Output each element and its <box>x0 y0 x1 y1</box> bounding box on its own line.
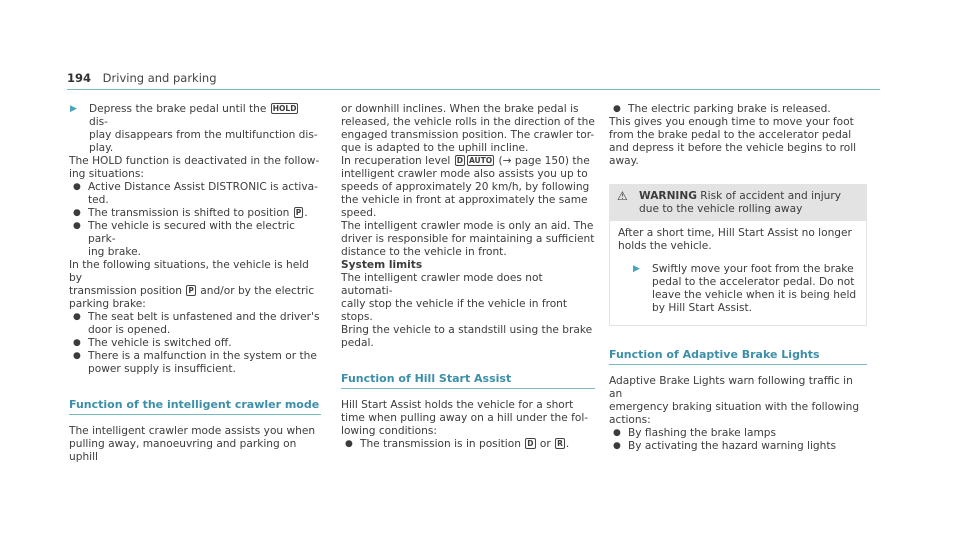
text-line: from the brake pedal to the accelerator pedal <box>609 129 852 141</box>
text-line: cally stop the vehicle if the vehicle in front stops. <box>341 298 568 323</box>
text-line: leave the vehicle when it is being held <box>652 289 857 301</box>
text-line: . <box>565 438 570 450</box>
text-line: pedal to the accelerator pedal. Do not <box>652 276 855 288</box>
text-line: power supply is insufficient. <box>88 363 236 375</box>
text-line: By flashing the brake lamps <box>628 427 777 439</box>
text-line: The electric parking brake is released. <box>628 103 831 115</box>
text-line: Active Distance Assist DISTRONIC is activa- <box>88 181 318 193</box>
warning-triangle-icon: ⚠ <box>617 189 628 203</box>
bullet-icon: ● <box>73 208 81 218</box>
text-line: away. <box>609 155 639 167</box>
list-item <box>341 438 595 451</box>
bullet-icon: ● <box>345 439 353 449</box>
list-item <box>69 207 321 220</box>
text-line: door is opened. <box>88 324 171 336</box>
text-line: Bring the vehicle to a standstill using the brake <box>341 324 593 336</box>
text-line: The intelligent crawler mode is only an aid. The <box>341 220 594 232</box>
text-line: or <box>536 438 555 450</box>
text-line: In the following situations, the vehicle is held by <box>69 259 309 284</box>
step-arrow-icon: ▶ <box>633 264 640 274</box>
text-line: Adaptive Brake Lights warn following traffic in an <box>609 375 853 400</box>
instruction-step <box>69 103 321 155</box>
text-line: due to the vehicle rolling away <box>639 203 803 215</box>
text-line: Hill Start Assist holds the vehicle for a short <box>341 399 574 411</box>
text-line: The intelligent crawler mode assists you when <box>69 425 316 437</box>
step-arrow-icon: ▶ <box>70 104 77 114</box>
page-header <box>67 71 217 85</box>
text-line: The seat belt is unfastened and the driver's <box>88 311 320 323</box>
drive-symbol-icon: D <box>456 156 463 165</box>
text-line: and/or by the electric <box>196 285 315 297</box>
text-line: lowing conditions: <box>341 425 437 437</box>
bullet-icon: ● <box>73 312 81 322</box>
column-2 <box>341 103 595 451</box>
text-line: The vehicle is switched off. <box>88 337 232 349</box>
bullet-icon: ● <box>73 221 81 231</box>
text-line: released, the vehicle rolls in the direction of the <box>341 116 595 128</box>
text-line: or downhill inclines. When the brake pedal is <box>341 103 579 115</box>
text-line: transmission position <box>69 285 186 297</box>
section-heading: Function of the intelligent crawler mode <box>69 398 321 415</box>
warning-box <box>609 184 867 326</box>
text-line: pedal. <box>341 337 374 349</box>
text-line: driver is responsible for maintaining a sufficient <box>341 233 595 245</box>
text-line: By activating the hazard warning lights <box>628 440 837 452</box>
page-header-title: Driving and parking <box>102 71 217 85</box>
text-line: The HOLD function is deactivated in the follow- <box>69 155 320 167</box>
drive-symbol-icon: D <box>527 439 534 448</box>
text-line: and depress it before the vehicle begins to roll <box>609 142 857 154</box>
list-item <box>69 181 321 207</box>
text-line: The transmission is in position <box>360 438 525 450</box>
warning-header <box>609 184 867 221</box>
text-line: pulling away, manoeuvring and parking on uphill <box>69 438 297 463</box>
text-line: by Hill Start Assist. <box>652 302 753 314</box>
text-line: Depress the brake pedal until the <box>89 103 267 115</box>
section-heading: Function of Adaptive Brake Lights <box>609 348 867 365</box>
text-line: parking brake: <box>69 298 146 310</box>
text-line: Risk of accident and injury <box>696 190 842 202</box>
list-item <box>69 350 321 376</box>
instruction-step <box>618 263 858 315</box>
bullet-icon: ● <box>613 104 621 114</box>
page-reference-link[interactable]: (→ page 150) the <box>495 155 590 167</box>
list-item <box>609 427 867 440</box>
page-number: 194 <box>67 71 92 85</box>
text-line: The transmission is shifted to position <box>88 207 293 219</box>
text-line: the vehicle in front at approximately the same <box>341 194 588 206</box>
text-line: play. <box>89 142 114 154</box>
text-line: actions: <box>609 414 651 426</box>
text-line: This gives you enough time to move your foot <box>609 116 854 128</box>
bullet-icon: ● <box>73 182 81 192</box>
text-line: After a short time, Hill Start Assist no longer <box>618 227 852 239</box>
list-item <box>609 440 867 453</box>
warning-label: WARNING <box>639 190 697 202</box>
bullet-icon: ● <box>73 351 81 361</box>
subheading: System limits <box>341 259 423 271</box>
warning-body <box>609 221 867 326</box>
text-line: emergency braking situation with the following <box>609 401 860 413</box>
list-item <box>69 311 321 337</box>
bullet-icon: ● <box>613 428 621 438</box>
text-line: holds the vehicle. <box>618 240 712 252</box>
text-line: time when pulling away on a hill under the fol- <box>341 412 589 424</box>
park-symbol-icon: P <box>188 286 194 295</box>
text-line: There is a malfunction in the system or the <box>88 350 317 362</box>
text-line: The vehicle is secured with the electric park- <box>88 220 295 245</box>
text-line: intelligent crawler mode also assists you up to <box>341 168 588 180</box>
reverse-symbol-icon: R <box>557 439 563 448</box>
hold-symbol-icon: HOLD <box>272 104 297 113</box>
text-line: speed. <box>341 207 377 219</box>
text-line: ing brake. <box>88 246 141 258</box>
auto-symbol-icon: AUTO <box>468 156 493 165</box>
text-line: The intelligent crawler mode does not automati- <box>341 272 543 297</box>
text-line: . <box>304 207 308 219</box>
text-line: Swiftly move your foot from the brake <box>652 263 854 275</box>
list-item <box>609 103 867 116</box>
bullet-icon: ● <box>613 441 621 451</box>
bullet-icon: ● <box>73 338 81 348</box>
text-line: In recuperation level <box>341 155 454 167</box>
text-line: ted. <box>88 194 109 206</box>
list-item <box>69 220 321 259</box>
text-line: ing situations: <box>69 168 144 180</box>
column-1 <box>69 103 321 464</box>
park-symbol-icon: P <box>295 208 302 217</box>
text-line: dis- <box>89 116 109 128</box>
text-line: speeds of approximately 20 km/h, by following <box>341 181 590 193</box>
column-3 <box>609 103 867 453</box>
text-line: play disappears from the multifunction dis- <box>89 129 318 141</box>
text-line: que is adapted to the uphill incline. <box>341 142 529 154</box>
text-line: engaged transmission position. The crawler tor- <box>341 129 595 141</box>
header-rule <box>67 89 880 90</box>
list-item <box>69 337 321 350</box>
text-line: distance to the vehicle in front. <box>341 246 507 258</box>
section-heading: Function of Hill Start Assist <box>341 372 595 389</box>
